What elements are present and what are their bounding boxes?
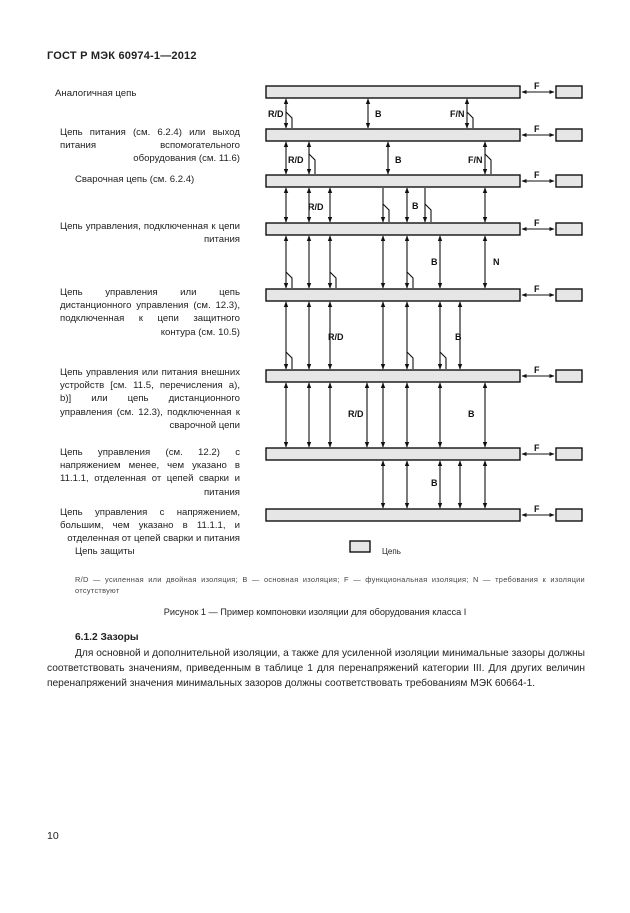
section-title: 6.1.2 Зазоры bbox=[75, 632, 139, 643]
bar-analog bbox=[266, 86, 520, 98]
circuit-label-protective: Цепь защиты bbox=[75, 546, 135, 557]
svg-text:F: F bbox=[534, 81, 540, 91]
label-b-3: B bbox=[412, 201, 419, 211]
label-rd-6: R/D bbox=[348, 409, 364, 419]
figure-caption: Рисунок 1 — Пример компоновки изоляции для оборудования класса I bbox=[163, 607, 467, 617]
svg-text:F: F bbox=[534, 284, 540, 294]
label-b-7: B bbox=[431, 478, 438, 488]
bar-supply bbox=[266, 129, 520, 141]
label-b-6: B bbox=[468, 409, 475, 419]
bar-welding bbox=[266, 175, 520, 187]
bar-low-voltage bbox=[266, 448, 520, 460]
svg-text:F: F bbox=[534, 218, 540, 228]
label-b-2: B bbox=[395, 155, 402, 165]
circuit-label-control-welding: Цепь управления или питания внешних устройств [см. 11.5, перечисления а), b)] или цепь дистанционного управления (см. 12.3), подключенная к сварочной цепи bbox=[60, 367, 240, 431]
svg-text:F: F bbox=[534, 504, 540, 514]
label-rd-2: R/D bbox=[288, 155, 304, 165]
document-header: ГОСТ Р МЭК 60974-1—2012 bbox=[47, 50, 197, 62]
insulation-arrows bbox=[286, 99, 491, 508]
label-b-4: B bbox=[431, 257, 438, 267]
bar-high-voltage bbox=[266, 509, 520, 521]
label-rd-3: R/D bbox=[308, 202, 324, 212]
label-b-1: B bbox=[375, 109, 382, 119]
section-paragraph: Для основной и дополнительной изоляции, а также для усиленной изоляции минимальные зазоры должны соответствовать значениям, приведенным в таблице 1 для перенапряжений категории III. Для других величин перенапряжений значения минимальных зазоров должны соответствовать требованиям МЭК 60664-1. bbox=[47, 648, 585, 690]
page-number: 10 bbox=[47, 830, 59, 842]
label-b-5: B bbox=[455, 332, 462, 342]
svg-text:F: F bbox=[534, 365, 540, 375]
label-fn-1: F/N bbox=[450, 109, 465, 119]
figure-note: R/D — усиленная или двойная изоляция; B — основная изоляция; F — функциональная изоляция; N — требования к изоляции отсутствуют bbox=[75, 575, 585, 595]
svg-text:F: F bbox=[534, 170, 540, 180]
circuit-label-supply: Цепь питания (см. 6.2.4) или выход питания вспомогательного оборудования (см. 11.6) bbox=[60, 127, 240, 165]
circuit-label-high-voltage: Цепь управления с напряжением, большим, чем указано в 11.1.1, и отделенная от цепей сварки и питания bbox=[60, 507, 240, 545]
f-labels bbox=[534, 81, 540, 514]
circuit-label-low-voltage: Цепь управления (см. 12.2) с напряжением менее, чем указано в 11.1.1, отделенная от цепей сварки и питания bbox=[60, 447, 240, 498]
circuit-label-welding: Сварочная цепь (см. 6.2.4) bbox=[75, 174, 195, 185]
side-boxes bbox=[556, 86, 582, 521]
circuit-label-control-supply: Цепь управления, подключенная к цепи питания bbox=[60, 221, 240, 246]
circuit-label-analog: Аналогичная цепь bbox=[55, 88, 137, 99]
label-rd-5: R/D bbox=[328, 332, 344, 342]
legend-circuit-box bbox=[350, 541, 370, 552]
bar-control-protective bbox=[266, 289, 520, 301]
circuit-label-control-protective: Цепь управления или цепь дистанционного управления (см. 12.3), подключенная к цепи защитного контура (см. 10.5) bbox=[60, 287, 240, 338]
circuit-bars bbox=[266, 86, 520, 521]
bar-control-welding bbox=[266, 370, 520, 382]
svg-text:F: F bbox=[534, 124, 540, 134]
label-rd-1: R/D bbox=[268, 109, 284, 119]
label-fn-2: F/N bbox=[468, 155, 483, 165]
label-n-4: N bbox=[493, 257, 500, 267]
svg-text:F: F bbox=[534, 443, 540, 453]
bar-control-supply bbox=[266, 223, 520, 235]
legend-label: Цепь bbox=[382, 547, 401, 556]
